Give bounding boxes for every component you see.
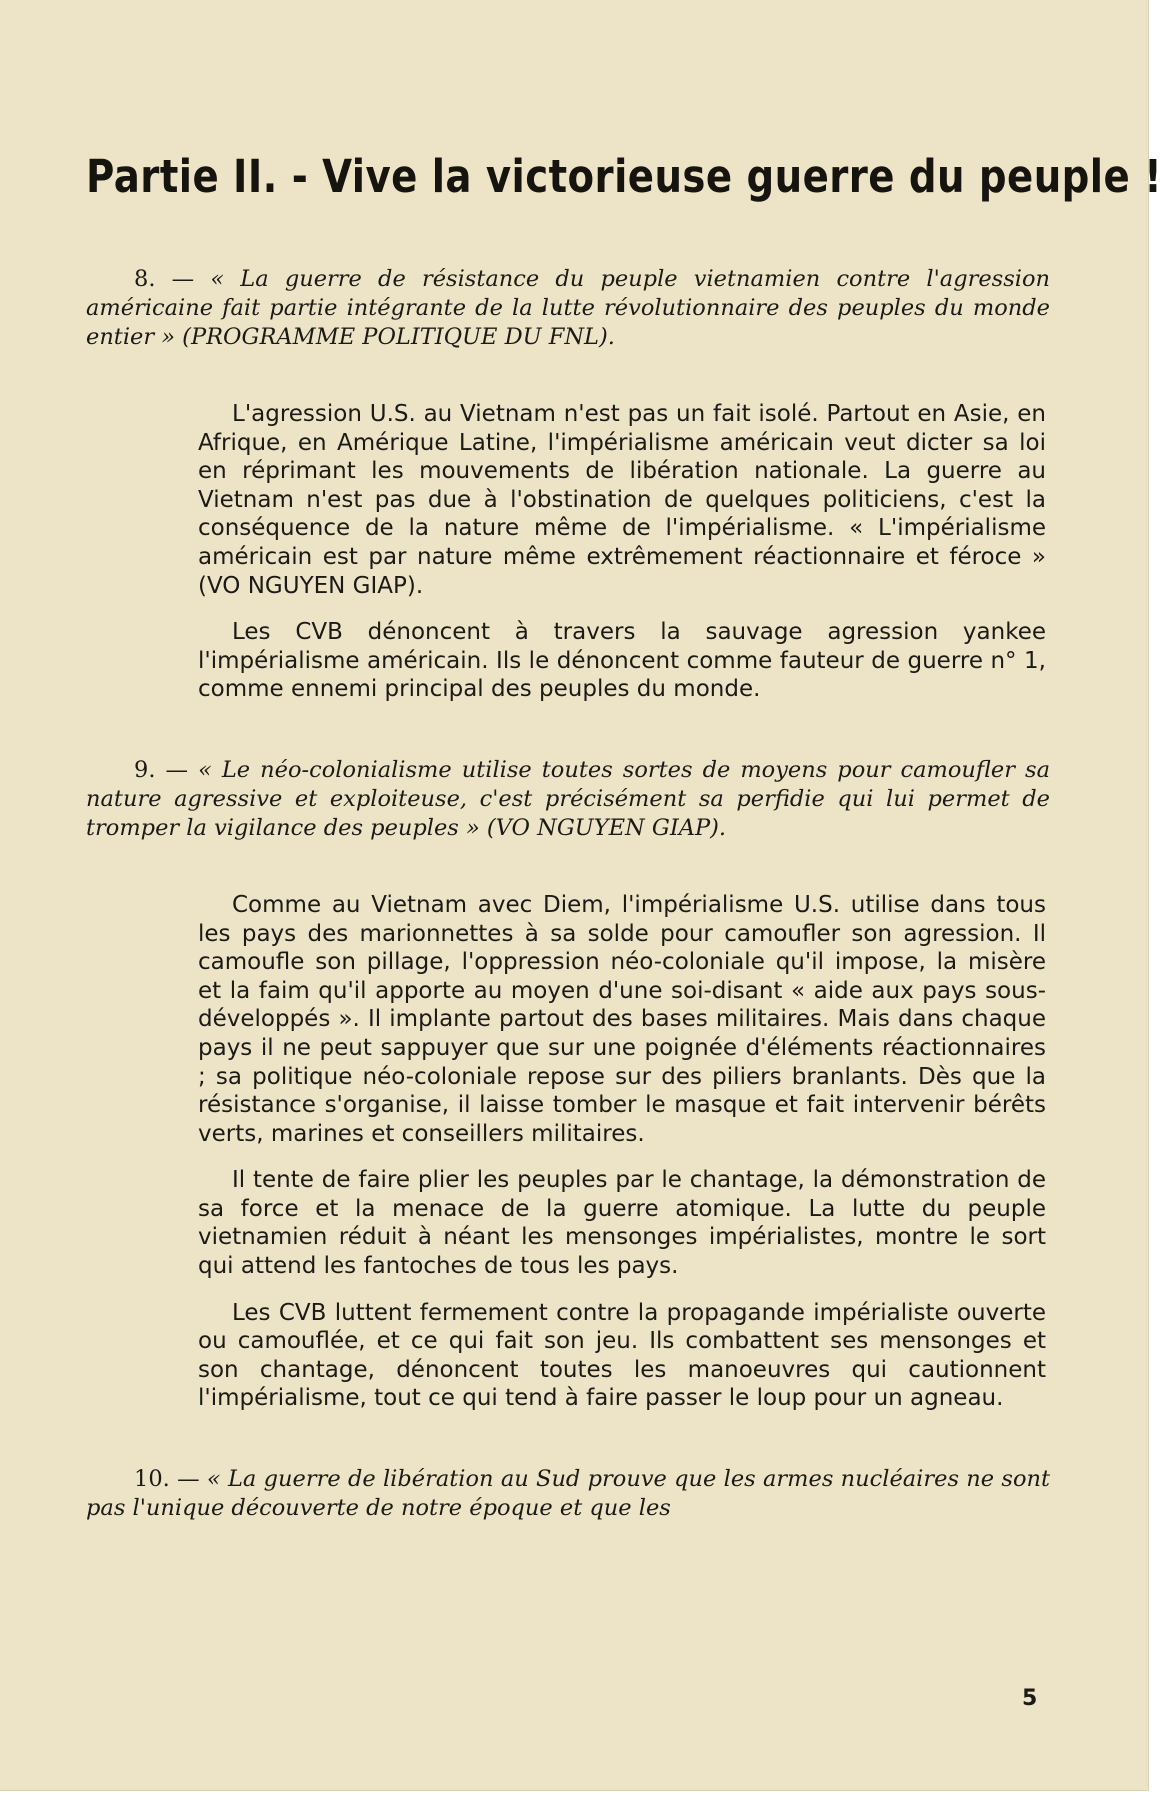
page-title: Partie II. - Vive la victorieuse guerre du peuple ! xyxy=(86,150,1163,203)
citation-text: « Le néo-colonialisme utilise toutes sortes de moyens pour camoufler sa nature agressive et exploiteuse, c'est précisément sa perfidie qui lui permet de tromper la vigilance des peuples » (VO NGUYEN GIAP). xyxy=(86,756,1051,841)
citation-text: « La guerre de résistance du peuple vietnamien contre l'agression américaine fait partie intégrante de la lutte révolutionnaire des peuples du monde entier » (PROGRAMME POLITIQUE DU FNL). xyxy=(86,266,1050,350)
paragraph: Les CVB luttent fermement contre la propagande impérialiste ouverte ou camouflée, et ce qui fait son jeu. Ils combattent ses mensonges et son chantage, dénoncent toutes les manoeuvres qui cautionnent l'impérialisme, tout ce qui tend à faire passer le loup pour un agneau. xyxy=(198,1299,1046,1412)
section-8 xyxy=(86,265,1050,704)
paragraph: L'agression U.S. au Vietnam n'est pas un fait isolé. Partout en Asie, en Afrique, en Amérique Latine, l'impérialisme américain veut dicter sa loi en réprimant les mouvements de libération nationale. La guerre au Vietnam n'est pas due à l'obstination de quelques politiciens, c'est la conséquence de la nature même de l'impérialisme. « L'impérialisme américain est par nature même extrêmement réactionnaire et féroce » (VO NGUYEN GIAP). xyxy=(198,401,1046,599)
section-number: 8. — xyxy=(134,266,195,292)
citation-8 xyxy=(86,265,1050,352)
section-9 xyxy=(86,756,1050,1413)
page-number: 5 xyxy=(1022,1686,1038,1711)
citation-10 xyxy=(86,1465,1050,1523)
page-content xyxy=(86,150,1163,1571)
section-number: 9. — xyxy=(134,756,189,783)
section-10 xyxy=(86,1465,1050,1523)
section-number: 10. — xyxy=(134,1466,200,1493)
paragraph: Il tente de faire plier les peuples par le chantage, la démonstration de sa force et la menace de la guerre atomique. La lutte du peuple vietnamien réduit à néant les mensonges impérialistes, montre le sort qui attend les fantoches de tous les pays. xyxy=(198,1167,1046,1280)
paragraph: Comme au Vietnam avec Diem, l'impérialisme U.S. utilise dans tous les pays des marionnettes à sa solde pour camoufler son agression. Il camoufle son pillage, l'oppression néo-coloniale qu'il impose, la misère et la faim qu'il apporte au moyen d'une soi-disant « aide aux pays sous-développés ». Il implante partout des bases militaires. Mais dans chaque pays il ne peut sappuyer que sur une poignée d'éléments réactionnaires ; sa politique néo-coloniale repose sur des piliers branlants. Dès que la résistance s'organise, il laisse tomber le masque et fait intervenir bérêts verts, marines et conseillers militaires. xyxy=(198,891,1046,1147)
citation-text: « La guerre de libération au Sud prouve que les armes nucléaires ne sont pas l'unique découverte de notre époque et que les xyxy=(86,1466,1051,1522)
paragraph: Les CVB dénoncent à travers la sauvage agression yankee l'impérialisme américain. Ils le dénoncent comme fauteur de guerre n° 1, comme ennemi principal des peuples du monde. xyxy=(198,619,1046,703)
citation-9 xyxy=(86,756,1050,843)
